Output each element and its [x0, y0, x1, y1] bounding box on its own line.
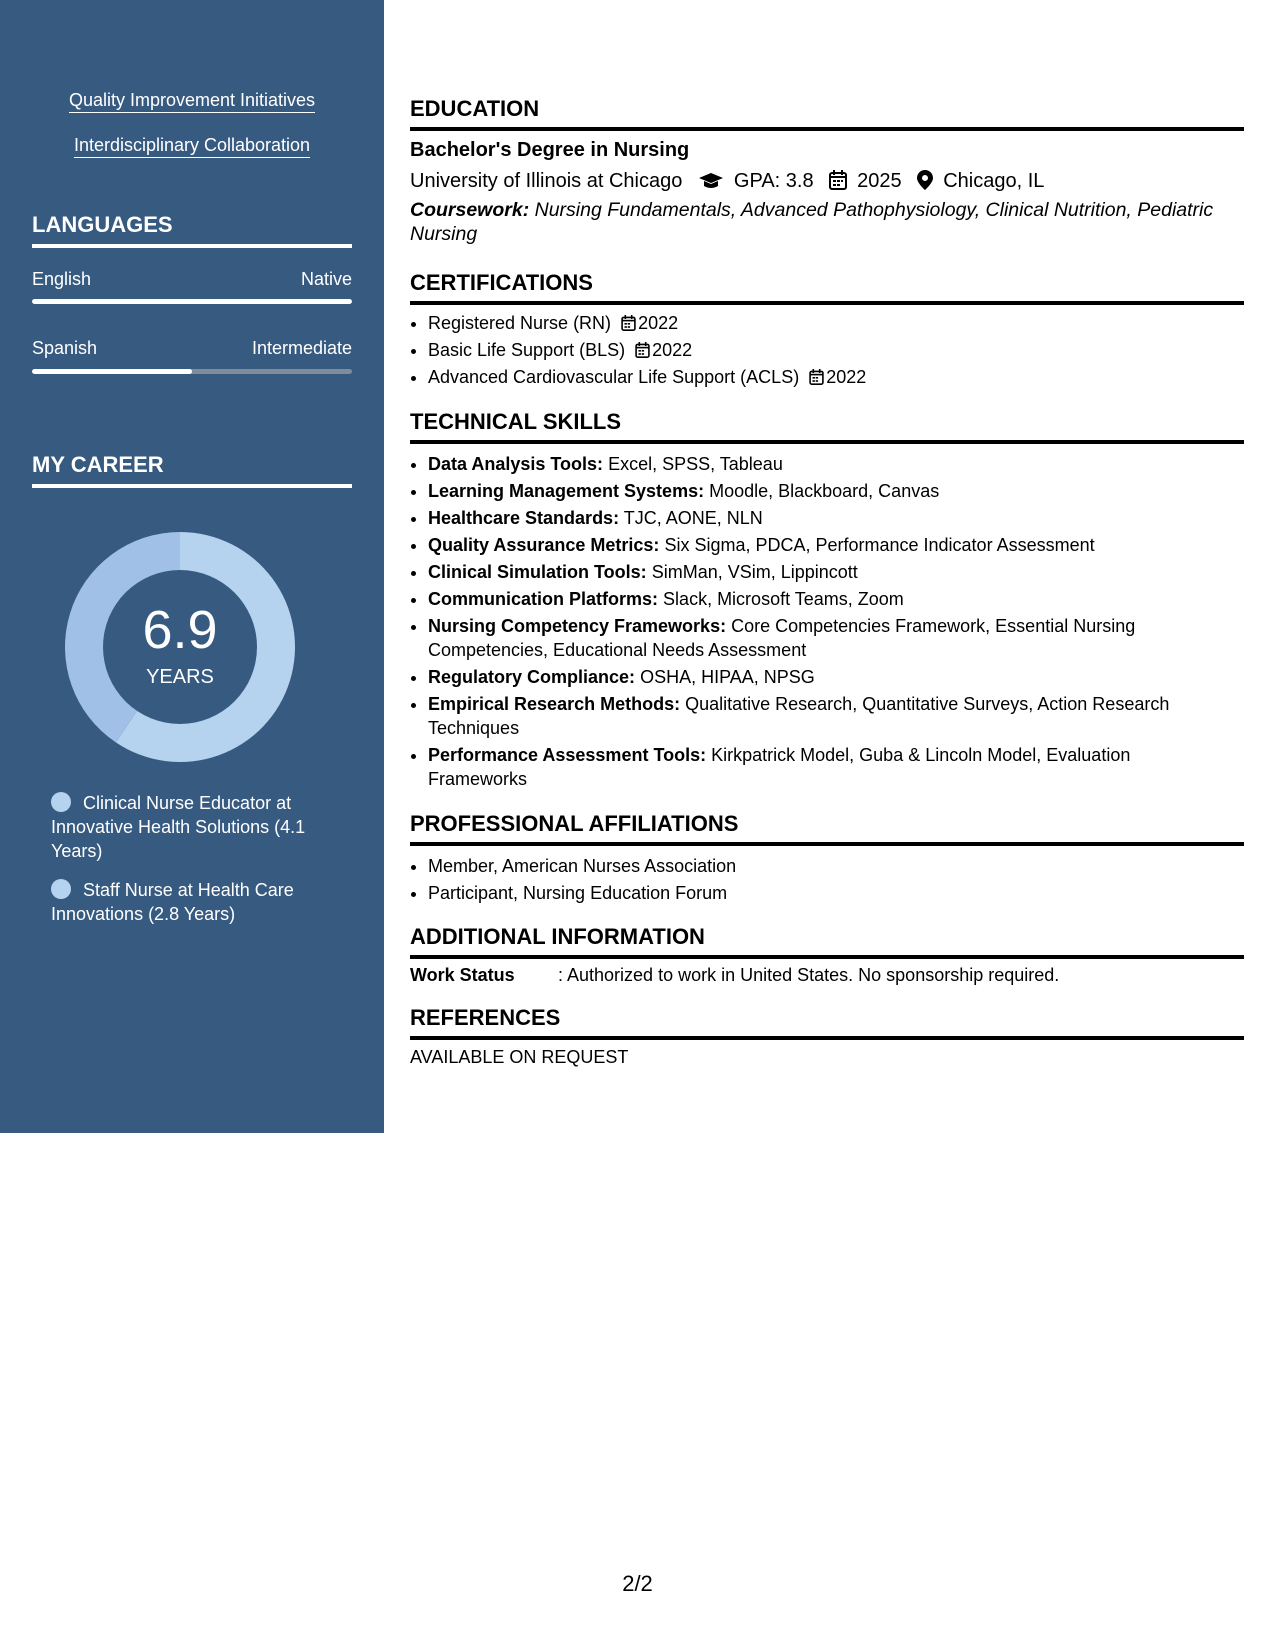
skill-values: TJC, AONE, NLN — [623, 508, 763, 528]
references-text: AVAILABLE ON REQUEST — [410, 1047, 629, 1067]
list-item: • Member, American Nurses Association — [428, 854, 1228, 878]
references-heading: REFERENCES — [410, 1005, 1244, 1040]
list-item — [428, 665, 1228, 689]
degree-title: Bachelor's Degree in Nursing — [410, 139, 690, 161]
location-pin-icon — [917, 170, 933, 190]
certification-year: 2022 — [638, 313, 679, 333]
certification-name: Advanced Cardiovascular Life Support (ACLS) — [428, 367, 800, 387]
career-item — [51, 878, 341, 926]
skill-category: Clinical Simulation Tools: — [428, 562, 647, 582]
language-level: Intermediate — [251, 338, 352, 358]
skill-values: Kirkpatrick Model, Guba & Lincoln Model, Evaluation Frameworks — [428, 745, 1131, 789]
skill-category: Quality Assurance Metrics: — [428, 535, 660, 555]
certification-year: 2022 — [652, 340, 693, 360]
technical-skills-heading: TECHNICAL SKILLS — [410, 409, 1244, 444]
skill-values: Slack, Microsoft Teams, Zoom — [663, 589, 904, 609]
list-item — [428, 452, 1228, 476]
calendar-icon — [809, 369, 824, 385]
skill-category: Learning Management Systems: — [428, 481, 705, 501]
affiliations-list — [410, 854, 1228, 908]
language-row — [32, 268, 352, 290]
skill-category: Nursing Competency Frameworks: — [428, 616, 727, 636]
skill-values: Six Sigma, PDCA, Performance Indicator Assessment — [664, 535, 1095, 555]
language-name: Spanish — [32, 338, 98, 358]
education-heading: EDUCATION — [410, 96, 1244, 131]
language-proficiency-bar — [32, 369, 352, 374]
career-years-unit: YEARS — [146, 666, 214, 688]
skill-values: Moodle, Blackboard, Canvas — [709, 481, 940, 501]
certification-name: Basic Life Support (BLS) — [428, 340, 626, 360]
list-item — [428, 692, 1228, 740]
affiliations-heading: PROFESSIONAL AFFILIATIONS — [410, 811, 1244, 846]
career-item-text: Staff Nurse at Health Care Innovations (2.8 Years) — [51, 880, 294, 924]
list-item — [428, 506, 1228, 530]
skill-category: Communication Platforms: — [428, 589, 659, 609]
coursework-list: Nursing Fundamentals, Advanced Pathophysiology, Clinical Nutrition, Pediatric Nursing — [410, 199, 1214, 245]
skill-values: SimMan, VSim, Lippincott — [651, 562, 858, 582]
career-heading: MY CAREER — [32, 452, 352, 488]
language-name: English — [32, 269, 92, 289]
sidebar — [0, 0, 384, 1133]
list-item — [428, 533, 1228, 557]
bullet-dot-icon — [51, 792, 71, 812]
list-item — [428, 365, 1228, 389]
list-item — [428, 743, 1228, 791]
list-item — [428, 311, 1228, 335]
skill-item — [0, 88, 384, 112]
school-name: University of Illinois at Chicago — [410, 170, 683, 192]
gpa: GPA: 3.8 — [733, 170, 814, 192]
career-item — [51, 791, 341, 863]
certification-name: Registered Nurse (RN) — [428, 313, 612, 333]
skill-category: Empirical Research Methods: — [428, 694, 681, 714]
career-total-years: 6.9 — [142, 600, 218, 660]
page-number: 2/2 — [622, 1571, 653, 1596]
languages-heading: LANGUAGES — [32, 212, 352, 248]
skill-values: Qualitative Research, Quantitative Surveys, Action Research Techniques — [428, 694, 1170, 738]
coursework — [410, 198, 1244, 246]
skill-category: Performance Assessment Tools: — [428, 745, 707, 765]
language-row — [32, 337, 352, 359]
language-proficiency-fill — [32, 299, 352, 304]
education-details — [410, 168, 1044, 194]
career-item-text: Clinical Nurse Educator at Innovative Health Solutions (4.1 Years) — [51, 793, 306, 861]
work-status-label: Work Status — [410, 965, 515, 985]
skill-item — [0, 133, 384, 157]
skill-category: Healthcare Standards: — [428, 508, 620, 528]
skill-values: Excel, SPSS, Tableau — [608, 454, 783, 474]
technical-skills-list — [410, 452, 1228, 794]
school-location: Chicago, IL — [943, 170, 1045, 192]
bullet-dot-icon — [51, 879, 71, 899]
graduation-cap-icon — [698, 172, 724, 190]
work-status-value: : Authorized to work in United States. No sponsorship required. — [558, 965, 1060, 985]
list-item — [428, 560, 1228, 584]
certifications-heading: CERTIFICATIONS — [410, 270, 1244, 305]
calendar-icon — [635, 342, 650, 358]
calendar-icon — [829, 170, 847, 190]
language-proficiency-bar — [32, 299, 352, 304]
skill-label: Interdisciplinary Collaboration — [74, 135, 310, 158]
coursework-label: Coursework: — [410, 199, 530, 221]
skill-category: Regulatory Compliance: — [428, 667, 636, 687]
skill-category: Data Analysis Tools: — [428, 454, 604, 474]
list-item — [428, 614, 1228, 662]
skill-label: Quality Improvement Initiatives — [69, 90, 315, 113]
language-level: Native — [300, 269, 352, 289]
list-item — [428, 338, 1228, 362]
certification-year: 2022 — [826, 367, 867, 387]
list-item: • Participant, Nursing Education Forum — [428, 881, 1228, 905]
additional-info-heading: ADDITIONAL INFORMATION — [410, 924, 1244, 959]
calendar-icon — [621, 315, 636, 331]
list-item — [428, 479, 1228, 503]
graduation-year: 2025 — [857, 170, 902, 192]
skill-values: OSHA, HIPAA, NPSG — [640, 667, 815, 687]
skill-values: Core Competencies Framework, Essential Nursing Competencies, Educational Needs Assessment — [428, 616, 1136, 660]
list-item — [428, 587, 1228, 611]
language-proficiency-fill — [32, 369, 192, 374]
certifications-list — [410, 311, 1228, 392]
